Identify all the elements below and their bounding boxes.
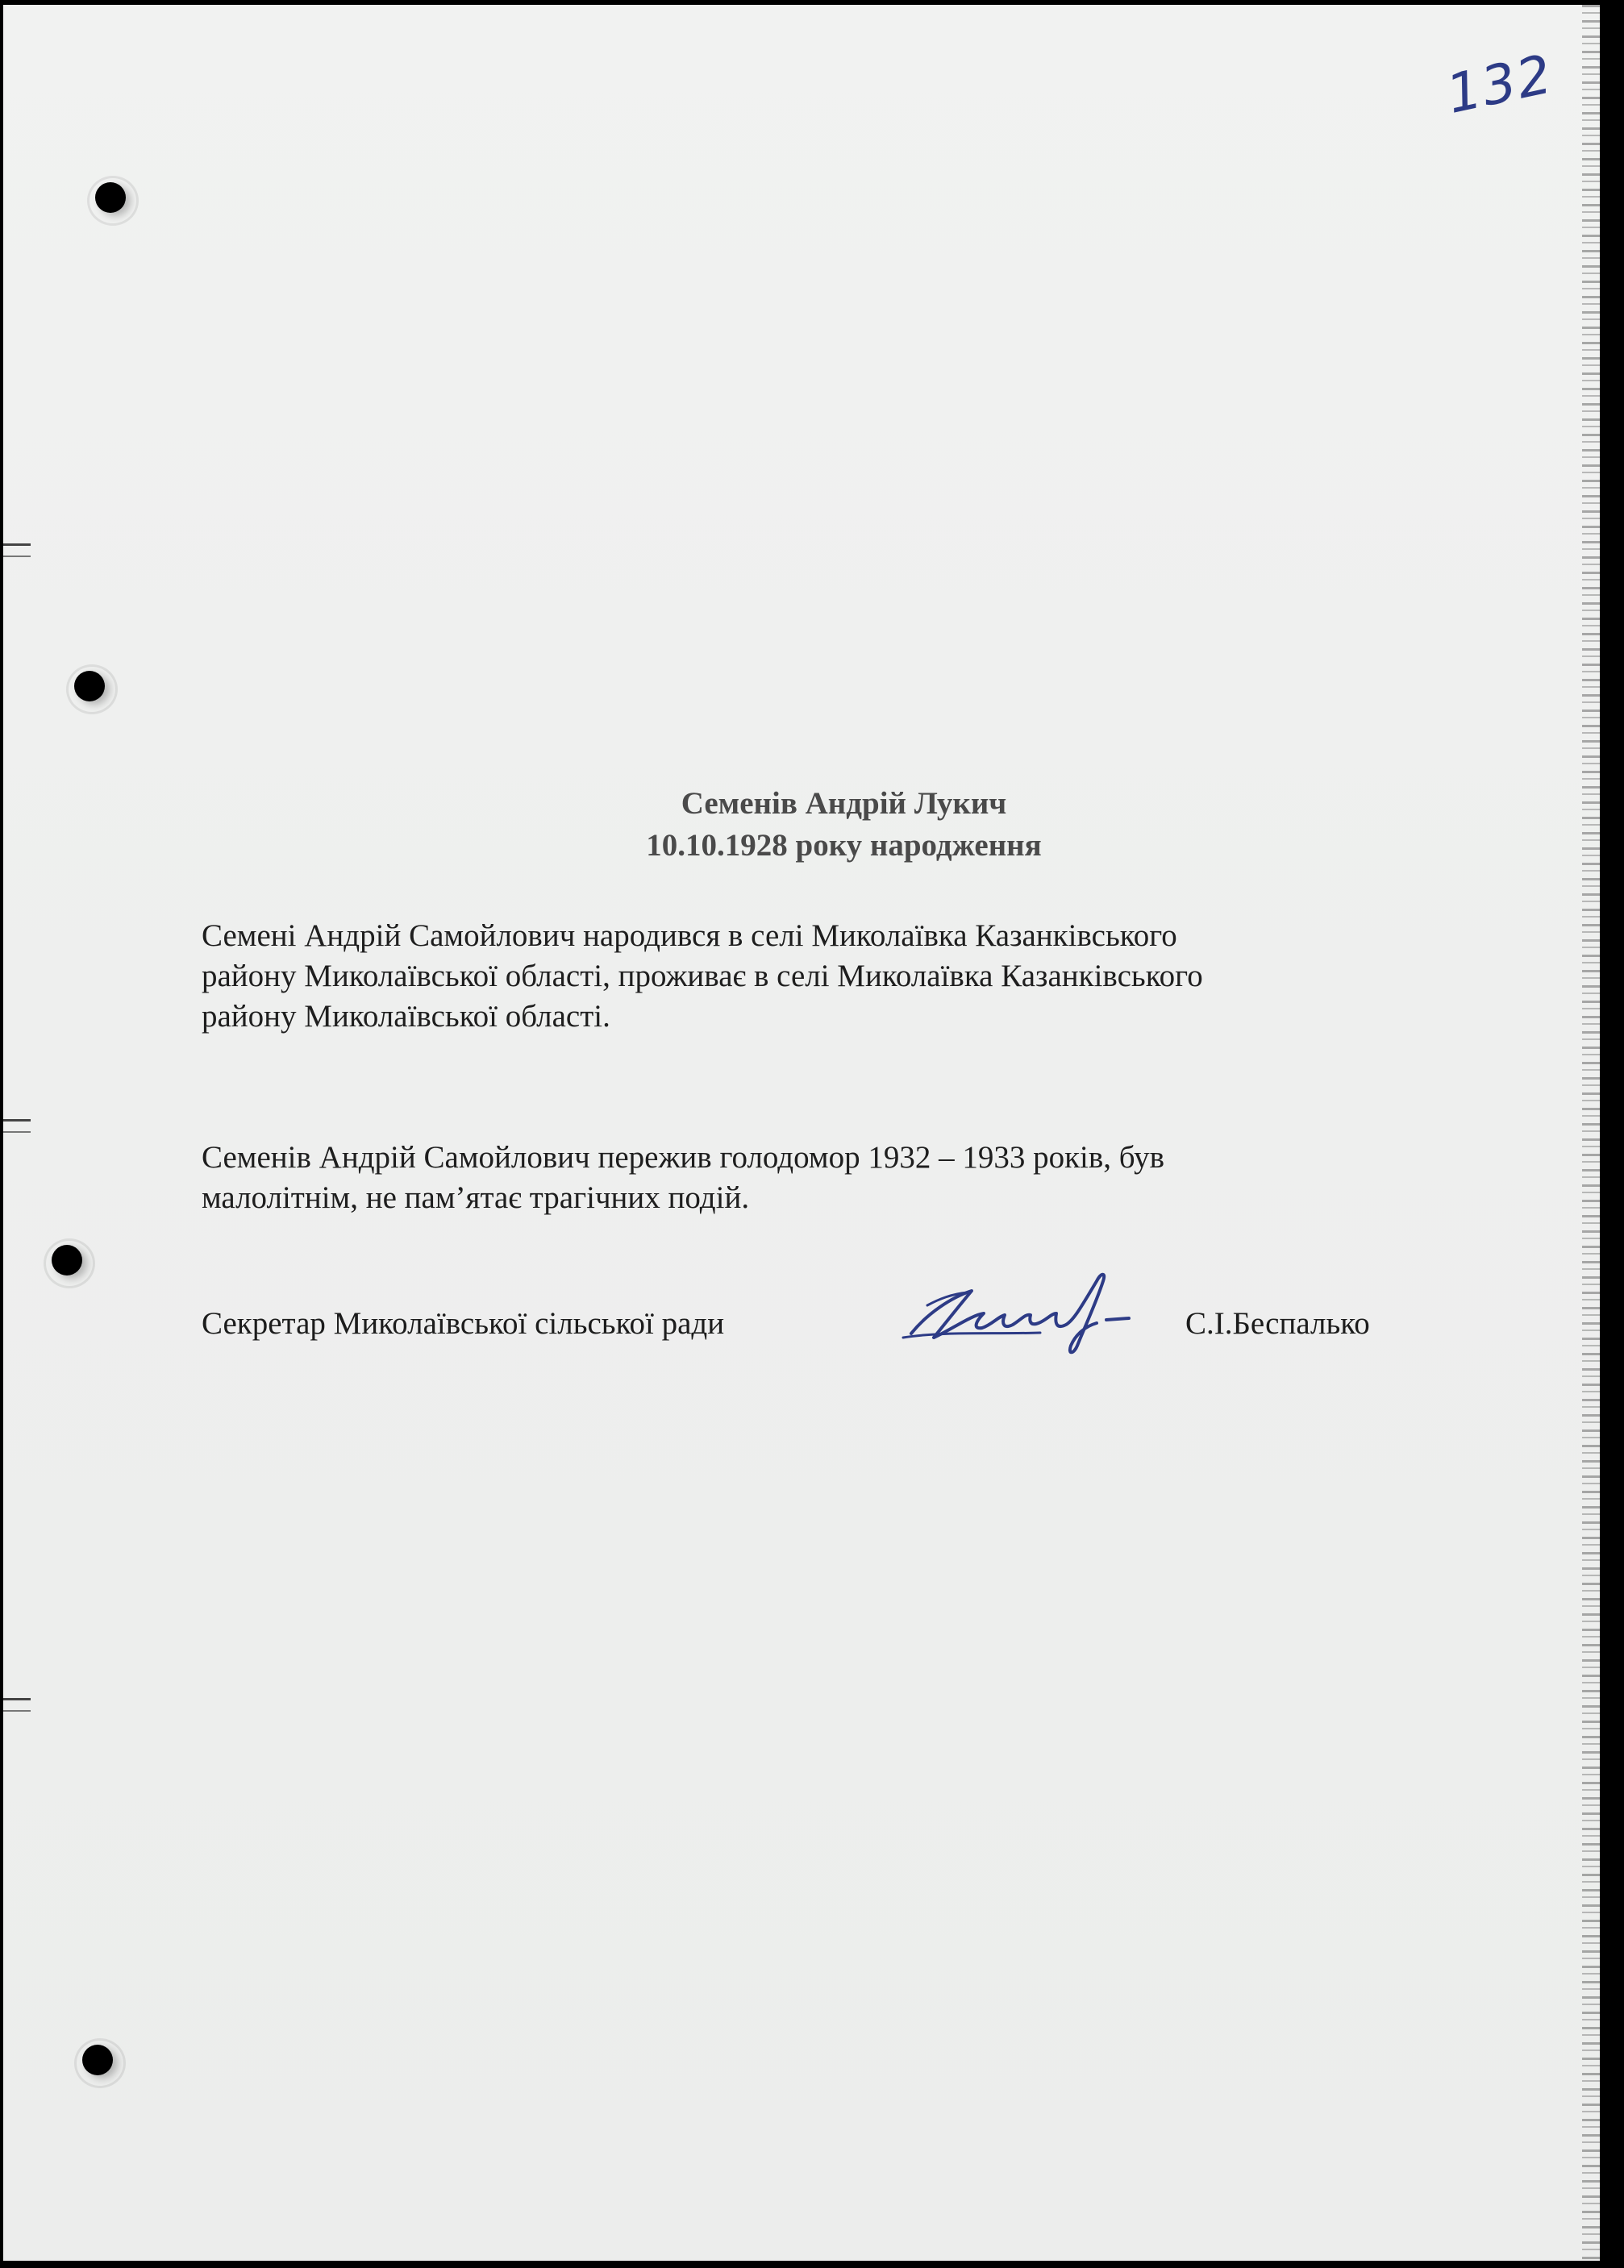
handwritten-page-number: 132 [1441, 43, 1559, 126]
edge-mark [3, 543, 31, 557]
binder-hole [74, 671, 105, 701]
handwritten-signature [895, 1257, 1153, 1370]
edge-mark [3, 1698, 31, 1712]
binder-hole [95, 182, 126, 213]
document-heading [3, 783, 1600, 867]
famine-paragraph: Семенів Андрій Самойлович пережив голодомор 1932 – 1933 років, був малолітнім, не пам’ятає трагічних подій. [202, 1140, 1165, 1215]
person-name: Семенів Андрій Лукич [681, 786, 1007, 821]
perforated-edge [1582, 5, 1600, 2261]
binder-hole [82, 2045, 113, 2075]
birth-date: 10.10.1928 року народження [646, 828, 1042, 863]
signature-row [202, 1304, 1427, 1360]
binder-hole [52, 1245, 82, 1275]
signatory-position: Секретар Миколаївської сільської ради [202, 1306, 725, 1341]
paper-sheet [3, 5, 1600, 2261]
edge-mark [3, 1119, 31, 1133]
signatory-name: С.І.Беспалько [1185, 1306, 1370, 1341]
birth-residence-paragraph: Семені Андрій Самойлович народився в селі Миколаївка Казанківського району Миколаївської області, проживає в селі Миколаївка Казанківського району Миколаївської області. [202, 918, 1203, 1034]
